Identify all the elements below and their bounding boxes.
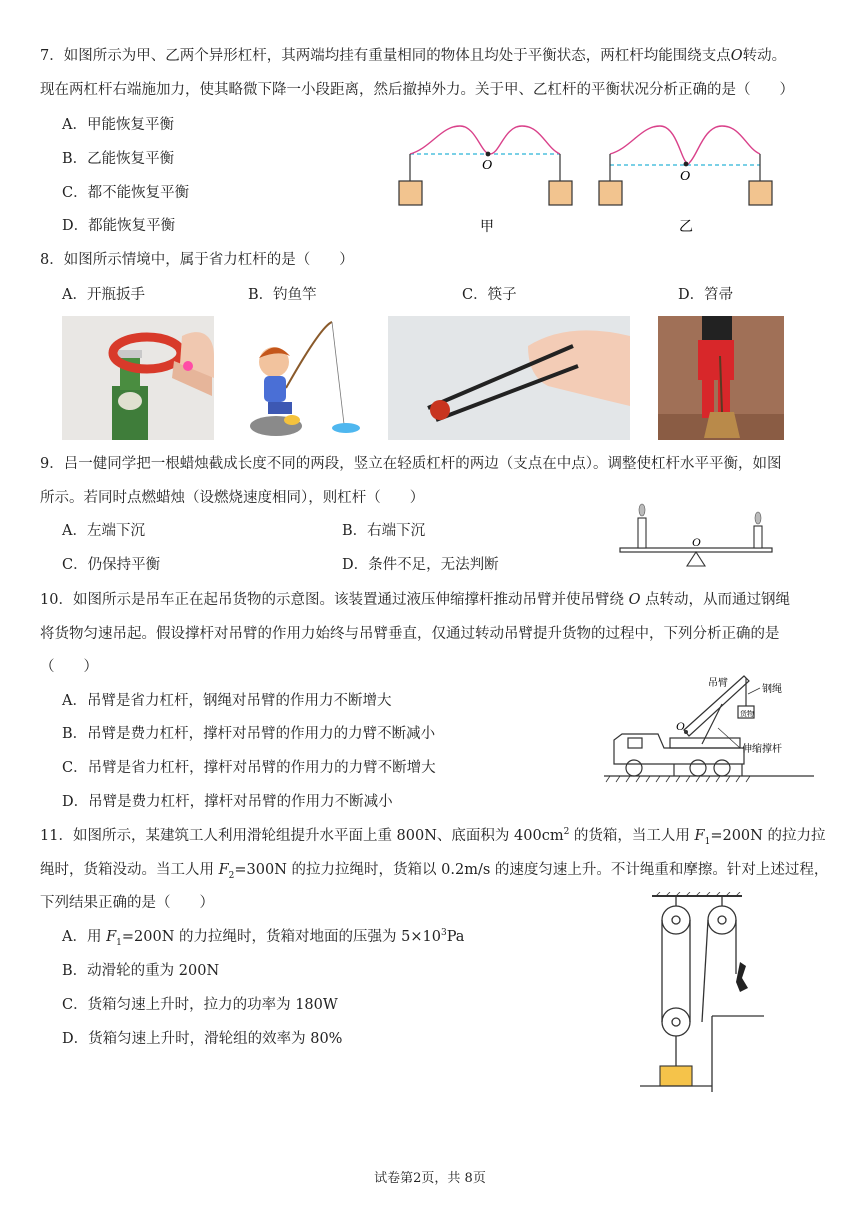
lever-yi — [599, 126, 772, 205]
page-footer: 试卷第2页，共 8页 — [374, 1171, 486, 1186]
label-yi: 乙 — [679, 219, 693, 235]
q11-option-a[interactable]: A．用 $F_1=200N$ 的力拉绳时，货箱对地面的压强为 $5\times 10^3Pa$ — [62, 928, 465, 948]
q7-stem-line1: 7．如图所示为甲、乙两个异形杠杆，其两端均挂有重量相同的物体且均处于平衡状态，两杠杆均能围绕支点O转动。 — [40, 48, 787, 64]
q9-option-a[interactable]: A．左端下沉 — [62, 523, 145, 539]
q7-option-b[interactable]: B．乙能恢复平衡 — [62, 151, 175, 167]
q9-option-d[interactable]: D．条件不足，无法判断 — [342, 557, 499, 573]
q7-option-c[interactable]: C．都不能恢复平衡 — [62, 185, 190, 201]
q11-option-c[interactable]: C．货箱匀速上升时，拉力的功率为 180W — [62, 997, 338, 1013]
q7-option-d[interactable]: D．都能恢复平衡 — [62, 218, 176, 234]
chopsticks-image — [388, 316, 630, 440]
label-jia: 甲 — [480, 219, 494, 235]
pivot-label-jia: O — [482, 158, 493, 173]
q10-pivot-label: O — [676, 719, 685, 733]
q9-candle-lever-figure — [616, 496, 776, 572]
q11-stem-line3: 下列结果正确的是（ ） — [40, 895, 214, 911]
pivot-label-yi: O — [680, 169, 691, 184]
q10-option-b[interactable]: B．吊臂是费力杠杆，撑杆对吊臂的作用力的力臂不断减小 — [62, 726, 436, 742]
q9-stem-line2: 所示。若同时点燃蜡烛（设燃烧速度相同），则杠杆（ ） — [40, 490, 425, 506]
q10-stem-line2: 将货物匀速吊起。假设撑杆对吊臂的作用力始终与吊臂垂直，仅通过转动吊臂提升货物的过程中，下列分析正确的是 — [40, 626, 780, 642]
q10-stem-line1: 10．如图所示是吊车正在起吊货物的示意图。该装置通过液压伸缩撑杆推动吊臂并使吊臂绕 O 点转动，从而通过钢绳 — [40, 592, 791, 608]
crane-arm-label: 吊臂 — [708, 678, 728, 689]
steel-rope-label: 钢绳 — [762, 684, 782, 695]
goods-label: 货物 — [740, 710, 754, 718]
q11-option-d[interactable]: D．货箱匀速上升时，滑轮组的效率为 80% — [62, 1031, 343, 1047]
q11-pulley-figure — [640, 892, 770, 1092]
q11-stem-line2: 绳时，货箱没动。当工人用 $F_2=300N$ 的拉力拉绳时，货箱以 0.2m/s 的速度匀速上升。不计绳重和摩擦。针对上述过程， — [40, 862, 829, 881]
q10-option-a[interactable]: A．吊臂是省力杠杆，钢绳对吊臂的作用力不断增大 — [62, 693, 392, 709]
q7-lever-figure — [396, 118, 786, 240]
q10-stem-line3: （ ） — [40, 659, 98, 675]
strut-label: 伸缩撑杆 — [742, 744, 782, 755]
q9-stem-line1: 9．吕一健同学把一根蜡烛截成长度不同的两段，竖立在轻质杠杆的两边（支点在中点）。调整使杠杆水平平衡，如图 — [40, 456, 782, 472]
q8-stem: 8．如图所示情境中，属于省力杠杆的是（ ） — [40, 252, 354, 268]
q8-option-a[interactable]: A．开瓶扳手 — [62, 287, 145, 303]
fishing-rod-image — [246, 316, 364, 440]
q8-option-d[interactable]: D．笤帚 — [678, 287, 734, 303]
q10-option-d[interactable]: D．吊臂是费力杠杆，撑杆对吊臂的作用力不断减小 — [62, 794, 393, 810]
q7-option-a[interactable]: A．甲能恢复平衡 — [62, 117, 174, 133]
q9-pivot-label: O — [692, 535, 701, 549]
q8-option-c[interactable]: C．筷子 — [462, 287, 517, 303]
q8-option-b[interactable]: B．钓鱼竿 — [248, 287, 317, 303]
q9-option-c[interactable]: C．仍保持平衡 — [62, 557, 161, 573]
q10-option-c[interactable]: C．吊臂是省力杠杆，撑杆对吊臂的作用力的力臂不断增大 — [62, 760, 436, 776]
q11-stem-line1: 11．如图所示，某建筑工人利用滑轮组提升水平面上重 800N、底面积为 $400cm^2$ 的货箱，当工人用 $F_1=200N$ 的拉力拉 — [40, 827, 826, 847]
q7-stem-line2: 现在两杠杆右端施加力，使其略微下降一小段距离，然后撤掉外力。关于甲、乙杠杆的平衡状况分析正确的是（ ） — [40, 82, 794, 98]
q9-option-b[interactable]: B．右端下沉 — [342, 523, 426, 539]
q10-crane-figure — [604, 668, 816, 784]
bottle-opener-image — [62, 316, 214, 440]
q11-option-b[interactable]: B．动滑轮的重为 200N — [62, 963, 220, 979]
broom-image — [658, 316, 784, 440]
